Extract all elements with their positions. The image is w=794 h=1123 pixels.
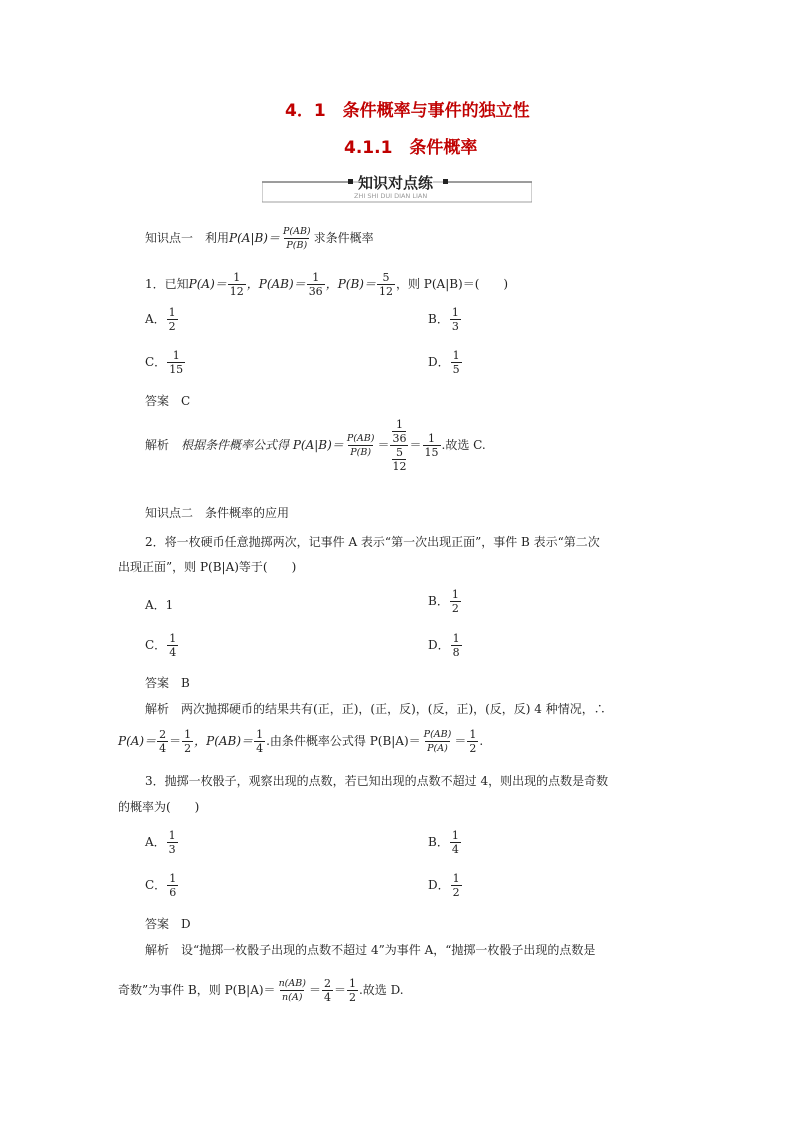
q3-option-b: B． $\frac{1}{4}$ bbox=[428, 829, 459, 856]
practice-banner bbox=[262, 170, 532, 204]
knowledge-point-2: 知识点二 条件概率的应用 bbox=[145, 506, 290, 520]
kp1-prefix: 知识点一 利用 bbox=[145, 231, 230, 245]
knowledge-point-1 bbox=[145, 225, 374, 252]
section-title: 4.1.1 条件概率 bbox=[344, 138, 478, 158]
q1-answer: 答案 C bbox=[145, 394, 191, 408]
q1-solution: 解析 根据条件概率公式得 P(A|B)＝ $\frac{P(AB)}{P(B)}$ ＝ 1 36 5 12 ＝ $\frac{1}{15}$ .故选 C. bbox=[145, 418, 486, 473]
q3-stem-line2: 的概率为( ) bbox=[118, 800, 200, 814]
q3-solution-line2: 奇数”为事件 B，则 P(B|A)＝ $\frac{n(AB)}{n(A)}$ ＝ $\frac{2}{4}$ ＝ $\frac{1}{2}$ .故选 D. bbox=[118, 977, 404, 1004]
q3-stem-line1: 3．抛掷一枚骰子，观察出现的点数，若已知出现的点数不超过 4，则出现的点数是奇数 bbox=[145, 774, 609, 788]
kp1-suffix: 求条件概率 bbox=[313, 231, 374, 245]
q3-answer: 答案 D bbox=[145, 917, 191, 931]
q3-option-a: A． $\frac{1}{3}$ bbox=[145, 829, 176, 856]
q2-stem-line2: 出现正面”，则 P(B|A)等于( ) bbox=[118, 560, 297, 574]
q3-solution-line1: 解析 设“抛掷一枚骰子出现的点数不超过 4”为事件 A，“抛掷一枚骰子出现的点数是 bbox=[145, 943, 596, 957]
q2-stem-line1: 2．将一枚硬币任意抛掷两次，记事件 A 表示“第一次出现正面”，事件 B 表示“第二次 bbox=[145, 535, 600, 549]
q1-option-b: B． $\frac{1}{3}$ bbox=[428, 306, 459, 333]
q2-solution-line1: 解析 两次抛掷硬币的结果共有(正，正)，(正，反)，(反，正)，(反，反) 4 种情况，∴ bbox=[145, 702, 606, 716]
q3-option-c: C． $\frac{1}{6}$ bbox=[145, 872, 177, 899]
page-title: 4．1 条件概率与事件的独立性 bbox=[285, 101, 530, 121]
q2-solution-line2: P(A)＝ $\frac{2}{4}$ ＝ $\frac{1}{2}$ ，P(AB)＝ $\frac{1}{4}$ .由条件概率公式得 P(B|A)＝ $\frac{P(AB)}{P(A)}$ ＝ $\frac{1}{2}$ . bbox=[118, 728, 484, 755]
q2-answer: 答案 B bbox=[145, 676, 190, 690]
q1-stem: 1．已知P(A)＝ $\frac{1}{12}$ ，P(AB)＝ $\frac{1}{36}$ ，P(B)＝ $\frac{5}{12}$ ，则 P(A|B)＝( ) bbox=[145, 271, 509, 298]
q1-option-d: D． $\frac{1}{5}$ bbox=[428, 349, 460, 376]
banner-pinyin: ZHI SHI DUI DIAN LIAN bbox=[354, 192, 428, 200]
q2-option-a: A．1 bbox=[145, 598, 174, 612]
q1-complex-fraction: 1 36 5 12 bbox=[392, 418, 407, 473]
q1-option-c: C． $\frac{1}{15}$ bbox=[145, 349, 184, 376]
q2-option-c: C． $\frac{1}{4}$ bbox=[145, 632, 177, 659]
q3-option-d: D． $\frac{1}{2}$ bbox=[428, 872, 460, 899]
q1-option-a: A． $\frac{1}{2}$ bbox=[145, 306, 176, 333]
q2-option-d: D． $\frac{1}{8}$ bbox=[428, 632, 460, 659]
kp1-fraction: $\frac{P(AB)}{P(B)}$ bbox=[282, 226, 311, 251]
banner-title: 知识对点练 bbox=[358, 174, 434, 192]
kp1-lhs: P(A|B)＝ bbox=[229, 231, 280, 245]
q2-option-b: B． $\frac{1}{2}$ bbox=[428, 588, 459, 615]
